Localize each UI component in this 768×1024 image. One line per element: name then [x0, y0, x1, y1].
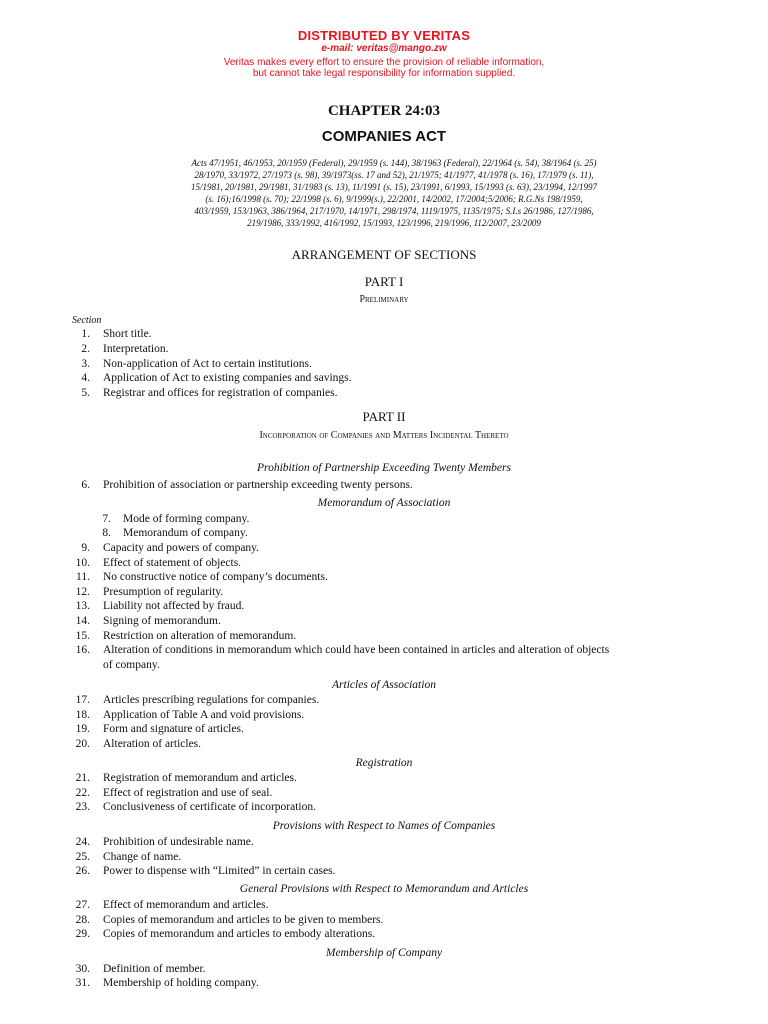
distributor-title: DISTRIBUTED BY VERITAS	[297, 28, 471, 43]
section-title: Conclusiveness of certificate of incorporation.	[103, 801, 316, 813]
section-title: Registrar and offices for registration of companies.	[103, 387, 338, 399]
section-title: Copies of memorandum and articles to embody alterations.	[103, 928, 376, 940]
section-number: 2.	[81, 343, 90, 355]
disclaimer-line-1: Veritas makes every effort to ensure the provision of reliable information,	[223, 57, 545, 68]
section-number: 14.	[75, 615, 90, 627]
part-2-subtitle: Incorporation of Companies and Matters Incidental Thereto	[259, 430, 509, 441]
section-title: Change of name.	[103, 851, 182, 863]
section-number: 28.	[75, 914, 90, 926]
section-number: 4.	[81, 372, 90, 384]
part-2-label: PART II	[362, 409, 406, 424]
section-number: 7.	[102, 513, 111, 525]
acts-line: Acts 47/1951, 46/1953, 20/1959 (Federal), 29/1959 (s. 144), 38/1963 (Federal), 22/1964 (s. 54), 38/1964 (s. 25)	[191, 158, 597, 168]
subheading-names: Provisions with Respect to Names of Companies	[272, 820, 496, 832]
acts-line: 403/1959, 153/1963, 386/1964, 217/1970, 14/1971, 298/1974, 1119/1975, 1135/1975; S.I.s 26/1986, 127/1986,	[194, 206, 594, 216]
section-title: Application of Table A and void provisions.	[103, 709, 305, 721]
section-title: Non-application of Act to certain institutions.	[103, 358, 312, 370]
subheading-prohibition: Prohibition of Partnership Exceeding Twenty Members	[257, 462, 511, 474]
section-number: 27.	[75, 899, 90, 911]
section-title: Power to dispense with “Limited” in certain cases.	[103, 865, 336, 877]
acts-line: (s. 16);16/1998 (s. 70); 22/1998 (s. 6), 9/1999(s.), 22/2001, 14/2002, 17/2004;5/2006; R.G.Ns 198/1959,	[205, 194, 583, 204]
section-number: 9.	[81, 542, 90, 554]
arrangement-heading: ARRANGEMENT OF SECTIONS	[291, 247, 477, 262]
section-title: Effect of memorandum and articles.	[103, 899, 269, 911]
section-title: Memorandum of company.	[123, 527, 248, 539]
acts-line: 219/1986, 333/1992, 416/1992, 15/1993, 123/1996, 219/1996, 112/2007, 23/2009	[247, 218, 541, 228]
section-column-label: Section	[72, 315, 102, 326]
acts-line: 15/1981, 20/1981, 29/1981, 31/1983 (s. 13), 11/1991 (s. 15), 23/1991, 6/1993, 15/1993 (s. 63), 23/1994, 12/1997	[190, 182, 598, 192]
subheading-memorandum: Memorandum of Association	[317, 497, 451, 509]
section-title: Effect of registration and use of seal.	[103, 787, 273, 799]
section-number: 25.	[75, 851, 90, 863]
section-title: Capacity and powers of company.	[103, 542, 260, 554]
subheading-membership: Membership of Company	[325, 947, 443, 959]
part-1-label: PART I	[364, 274, 404, 289]
section-title: Articles prescribing regulations for companies.	[103, 694, 320, 706]
section-number: 8.	[102, 527, 111, 539]
section-number: 31.	[75, 977, 90, 989]
section-number: 26.	[75, 865, 90, 877]
section-title: Membership of holding company.	[103, 977, 259, 989]
section-number: 15.	[75, 630, 90, 642]
section-number: 12.	[75, 586, 90, 598]
acts-line: 28/1970, 33/1972, 27/1973 (s. 98), 39/1973(ss. 17 and 52), 21/1975; 41/1977, 41/1978 (s. 16), 17/1979 (s. 11),	[194, 170, 594, 180]
section-number: 23.	[75, 801, 90, 813]
section-title: No constructive notice of company’s documents.	[103, 571, 328, 583]
section-number: 1.	[81, 328, 90, 340]
section-number: 13.	[75, 600, 90, 612]
section-title-continuation: of company.	[103, 659, 160, 671]
section-number: 19.	[75, 723, 90, 735]
section-number: 18.	[75, 709, 90, 721]
act-title: COMPANIES ACT	[321, 128, 447, 145]
section-title: Copies of memorandum and articles to be given to members.	[103, 914, 384, 926]
section-number: 11.	[76, 571, 90, 583]
section-number: 24.	[75, 836, 90, 848]
section-number: 21.	[75, 772, 90, 784]
section-title: Restriction on alteration of memorandum.	[103, 630, 297, 642]
section-number: 17.	[75, 694, 90, 706]
section-title: Definition of member.	[103, 963, 206, 975]
part-1-subtitle: Preliminary	[359, 294, 409, 305]
subheading-general: General Provisions with Respect to Memorandum and Articles	[239, 883, 529, 895]
section-title: Alteration of articles.	[103, 738, 202, 750]
section-title: Registration of memorandum and articles.	[103, 772, 297, 784]
disclaimer-line-2: but cannot take legal responsibility for information supplied.	[252, 68, 516, 79]
subheading-registration: Registration	[355, 757, 413, 769]
section-number: 16.	[75, 644, 90, 656]
section-number: 3.	[81, 358, 90, 370]
distributor-email[interactable]: e-mail: veritas@mango.zw	[321, 43, 447, 54]
section-title: Signing of memorandum.	[103, 615, 221, 627]
section-title: Alteration of conditions in memorandum which could have been contained in articles and alteration of objects	[103, 644, 610, 656]
section-title: Form and signature of articles.	[103, 723, 244, 735]
section-title: Interpretation.	[103, 343, 169, 355]
section-title: Effect of statement of objects.	[103, 557, 242, 569]
section-number: 5.	[81, 387, 90, 399]
section-title: Presumption of regularity.	[103, 586, 224, 598]
section-title: Liability not affected by fraud.	[103, 600, 245, 612]
section-number: 22.	[75, 787, 90, 799]
chapter-heading: CHAPTER 24:03	[327, 103, 441, 119]
section-number: 20.	[75, 738, 90, 750]
section-number: 6.	[81, 479, 90, 491]
section-number: 10.	[75, 557, 90, 569]
section-title: Application of Act to existing companies and savings.	[103, 372, 352, 384]
section-title: Prohibition of association or partnership exceeding twenty persons.	[103, 479, 413, 491]
section-title: Prohibition of undesirable name.	[103, 836, 254, 848]
section-number: 30.	[75, 963, 90, 975]
section-title: Short title.	[103, 328, 152, 340]
subheading-articles: Articles of Association	[332, 679, 436, 691]
section-title: Mode of forming company.	[123, 513, 250, 525]
section-number: 29.	[75, 928, 90, 940]
